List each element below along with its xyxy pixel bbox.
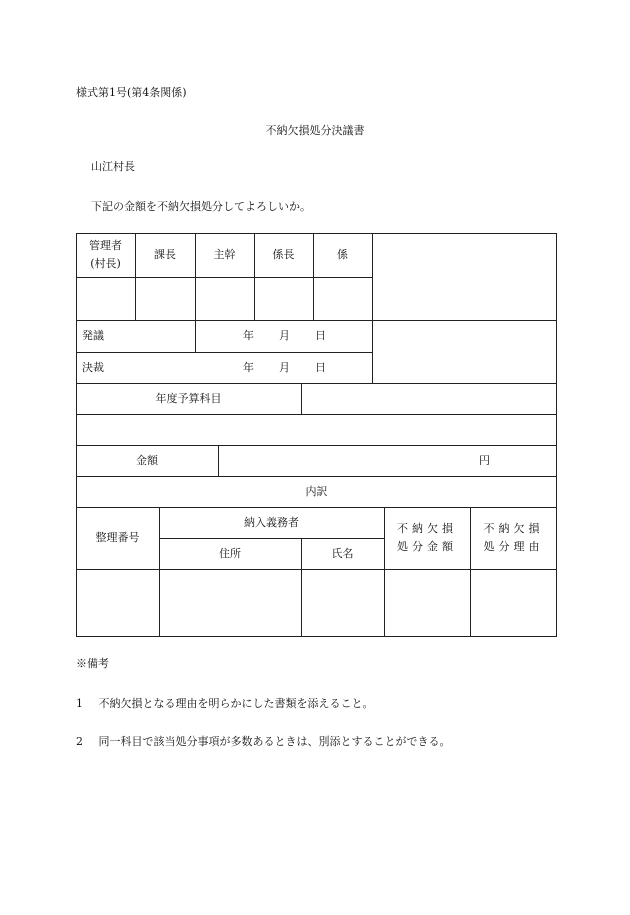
- decision-year: 年: [243, 361, 254, 374]
- disposal-amount-sublabel: 処分金額: [397, 540, 457, 553]
- manager-label: 管理者: [89, 239, 122, 252]
- manager-header: [76, 233, 135, 277]
- proposal-day: 日: [315, 329, 326, 342]
- note-number: 1: [76, 697, 83, 710]
- manager-sublabel: (村長): [90, 257, 121, 270]
- chief-header: 主幹: [213, 248, 236, 261]
- proposal-label: 発議: [82, 329, 104, 342]
- disposal-amount-label: 不納欠損: [397, 522, 457, 535]
- disposal-amount-header: [384, 507, 470, 569]
- intro-text: 下記の金額を不納欠損処分してよろしいか。: [91, 200, 311, 213]
- decision-month: 月: [279, 361, 290, 374]
- proposal-month: 月: [279, 329, 290, 342]
- amount-unit: 円: [479, 454, 490, 467]
- subsection-chief-header: 係長: [272, 248, 295, 261]
- disposal-reason-sublabel: 処分理由: [483, 540, 544, 553]
- name-header: 氏名: [331, 546, 354, 560]
- proposal-year: 年: [243, 329, 254, 342]
- section-chief-header: 課長: [154, 248, 176, 261]
- obligor-header: 納入義務者: [244, 515, 299, 529]
- note-item: [76, 697, 374, 711]
- note-item: [76, 735, 451, 749]
- note-text: 不納欠損となる理由を明らかにした書類を添えること。: [98, 697, 374, 710]
- disposal-reason-header: [470, 507, 557, 569]
- document-title: 不納欠損処分決議書: [265, 124, 365, 137]
- disposal-reason-label: 不納欠損: [483, 522, 544, 535]
- breakdown-label: 内訳: [305, 484, 328, 498]
- note-number: 2: [76, 735, 83, 748]
- budget-label: 年度予算科目: [155, 391, 222, 405]
- note-text: 同一科目で該当処分事項が多数あるときは、別添とすることができる。: [98, 735, 451, 748]
- decision-day: 日: [315, 361, 326, 374]
- amount-label: 金額: [136, 453, 158, 467]
- address-header: 住所: [219, 546, 241, 560]
- form-number: 様式第1号(第4条関係): [76, 86, 187, 99]
- notes-heading: ※備考: [76, 657, 109, 670]
- addressee: 山江村長: [91, 160, 135, 173]
- decision-label: 決裁: [82, 361, 104, 374]
- staff-header: 係: [337, 248, 348, 261]
- serial-number-header: 整理番号: [95, 531, 140, 544]
